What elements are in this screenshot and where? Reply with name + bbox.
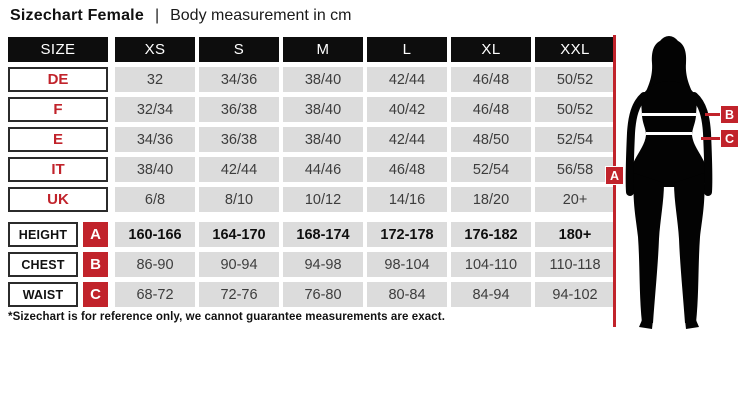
measure-cell-waist-m: 76-80 xyxy=(283,282,363,307)
title-main: Sizechart Female xyxy=(10,7,144,24)
size-cell-f-m: 38/40 xyxy=(283,97,363,122)
size-cell-f-xxl: 50/52 xyxy=(535,97,615,122)
measure-cell-chest-m: 94-98 xyxy=(283,252,363,277)
table-row-uk xyxy=(8,187,619,212)
measure-cell-waist-l: 80-84 xyxy=(367,282,447,307)
column-header-xl: XL xyxy=(451,37,531,62)
measure-cell-waist-xxl: 94-102 xyxy=(535,282,615,307)
size-cell-e-m: 38/40 xyxy=(283,127,363,152)
table-row-waist xyxy=(8,282,619,307)
size-cell-it-xl: 52/54 xyxy=(451,157,531,182)
size-cell-e-l: 42/44 xyxy=(367,127,447,152)
measure-cell-chest-l: 98-104 xyxy=(367,252,447,277)
size-cell-f-xl: 46/48 xyxy=(451,97,531,122)
size-cell-uk-l: 14/16 xyxy=(367,187,447,212)
title-subtitle: Body measurement in cm xyxy=(170,7,352,24)
row-label-it: IT xyxy=(8,157,108,182)
size-cell-uk-xl: 18/20 xyxy=(451,187,531,212)
size-cell-uk-xxl: 20+ xyxy=(535,187,615,212)
size-cell-it-xs: 38/40 xyxy=(115,157,195,182)
row-label-e: E xyxy=(8,127,108,152)
size-cell-de-xl: 46/48 xyxy=(451,67,531,92)
marker-badge-a: A xyxy=(83,222,108,247)
size-cell-f-s: 36/38 xyxy=(199,97,279,122)
chest-marker-badge: B xyxy=(721,106,738,123)
table-row-de xyxy=(8,67,619,92)
size-cell-e-s: 36/38 xyxy=(199,127,279,152)
size-cell-de-xs: 32 xyxy=(115,67,195,92)
page-title xyxy=(10,7,352,25)
measure-cell-chest-xl: 104-110 xyxy=(451,252,531,277)
measure-cell-chest-s: 90-94 xyxy=(199,252,279,277)
column-header-xxl: XXL xyxy=(535,37,615,62)
size-cell-it-s: 42/44 xyxy=(199,157,279,182)
chest-connector-line xyxy=(705,113,721,116)
row-label-f: F xyxy=(8,97,108,122)
measure-cell-height-l: 172-178 xyxy=(367,222,447,247)
size-cell-it-xxl: 56/58 xyxy=(535,157,615,182)
size-cell-de-s: 34/36 xyxy=(199,67,279,92)
female-silhouette-figure xyxy=(615,33,725,333)
measure-cell-height-xxl: 180+ xyxy=(535,222,615,247)
column-header-s: S xyxy=(199,37,279,62)
row-label-waist: WAIST xyxy=(8,282,78,307)
measure-cell-height-m: 168-174 xyxy=(283,222,363,247)
measure-cell-waist-xl: 84-94 xyxy=(451,282,531,307)
measure-cell-height-xs: 160-166 xyxy=(115,222,195,247)
size-cell-it-m: 44/46 xyxy=(283,157,363,182)
table-row-f xyxy=(8,97,619,122)
size-cell-e-xl: 48/50 xyxy=(451,127,531,152)
table-row-it xyxy=(8,157,619,182)
measure-cell-height-xl: 176-182 xyxy=(451,222,531,247)
title-separator: | xyxy=(154,7,160,24)
size-cell-uk-s: 8/10 xyxy=(199,187,279,212)
size-cell-uk-xs: 6/8 xyxy=(115,187,195,212)
size-corner-header: SIZE xyxy=(8,37,108,62)
measure-cell-chest-xxl: 110-118 xyxy=(535,252,615,277)
measure-cell-chest-xs: 86-90 xyxy=(115,252,195,277)
table-row-e xyxy=(8,127,619,152)
height-marker-badge: A xyxy=(606,167,623,184)
footnote-text: *Sizechart is for reference only, we cannot guarantee measurements are exact. xyxy=(8,311,445,323)
measure-cell-height-s: 164-170 xyxy=(199,222,279,247)
table-header-row xyxy=(8,37,619,62)
row-label-uk: UK xyxy=(8,187,108,212)
size-cell-uk-m: 10/12 xyxy=(283,187,363,212)
size-cell-f-xs: 32/34 xyxy=(115,97,195,122)
row-label-height: HEIGHT xyxy=(8,222,78,247)
size-cell-de-m: 38/40 xyxy=(283,67,363,92)
chest-measure-line xyxy=(642,113,696,116)
row-label-de: DE xyxy=(8,67,108,92)
table-row-chest xyxy=(8,252,619,277)
size-cell-it-l: 46/48 xyxy=(367,157,447,182)
size-table xyxy=(8,37,619,312)
size-cell-e-xs: 34/36 xyxy=(115,127,195,152)
size-cell-de-l: 42/44 xyxy=(367,67,447,92)
row-label-chest: CHEST xyxy=(8,252,78,277)
waist-marker-badge: C xyxy=(721,130,738,147)
size-cell-e-xxl: 52/54 xyxy=(535,127,615,152)
table-row-height xyxy=(8,222,619,247)
column-header-l: L xyxy=(367,37,447,62)
waist-measure-line xyxy=(646,132,692,135)
marker-badge-c: C xyxy=(83,282,108,307)
measure-cell-waist-s: 72-76 xyxy=(199,282,279,307)
size-cell-f-l: 40/42 xyxy=(367,97,447,122)
column-header-m: M xyxy=(283,37,363,62)
marker-badge-b: B xyxy=(83,252,108,277)
column-header-xs: XS xyxy=(115,37,195,62)
measure-cell-waist-xs: 68-72 xyxy=(115,282,195,307)
size-cell-de-xxl: 50/52 xyxy=(535,67,615,92)
waist-connector-line xyxy=(701,137,721,140)
